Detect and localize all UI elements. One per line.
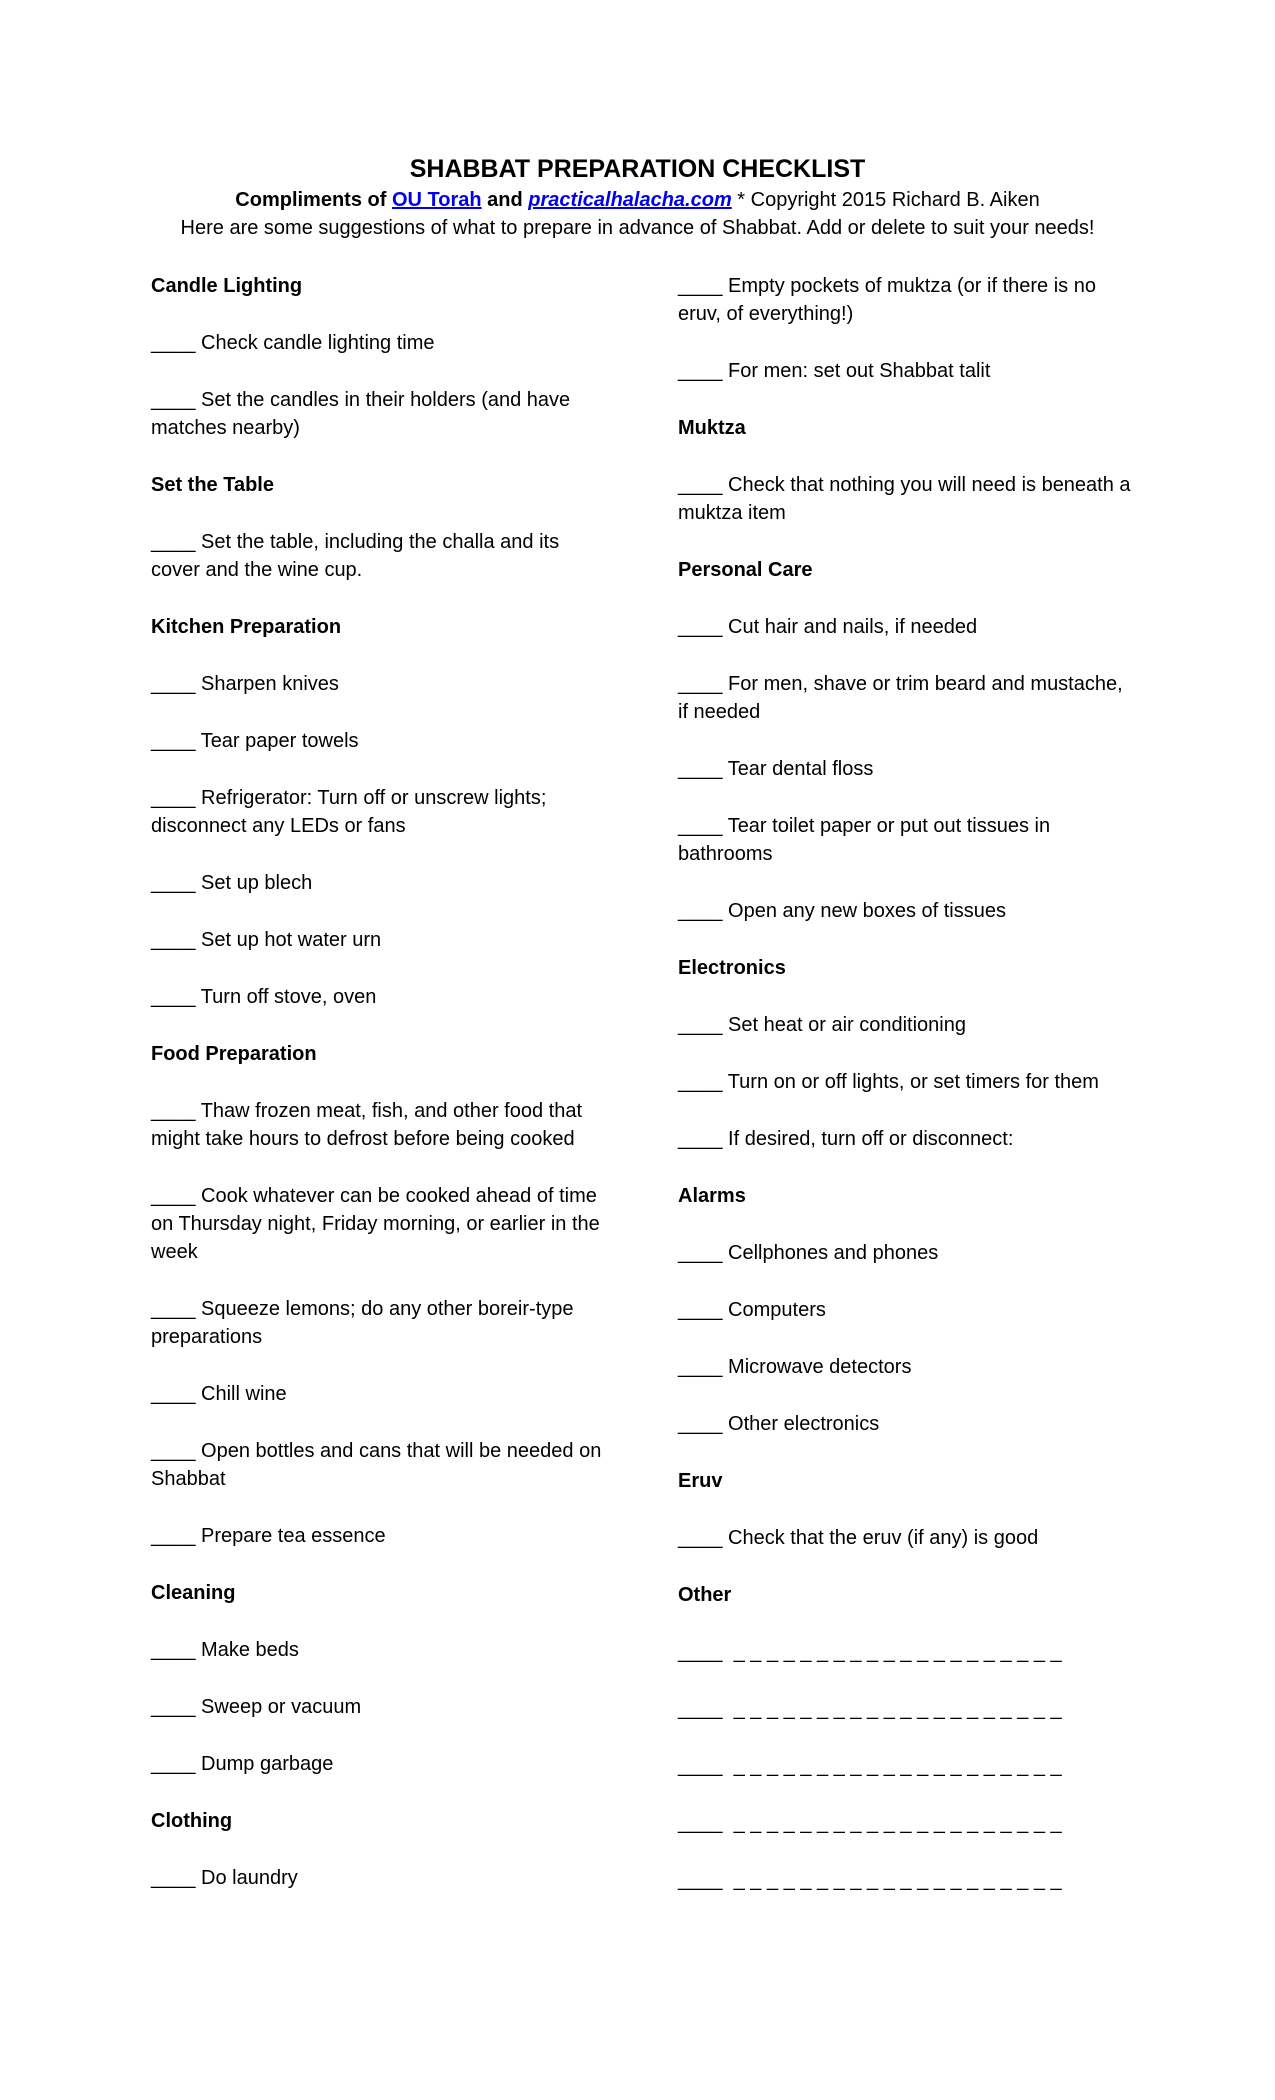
- checklist-item: ____ Dump garbage: [151, 1753, 334, 1775]
- copyright-text: * Copyright 2015 Richard B. Aiken: [737, 189, 1040, 211]
- checklist-item: ____ Prepare tea essence: [151, 1525, 386, 1547]
- blank-entry-line: ____ _ _ _ _ _ _ _ _ _ _ _ _ _ _ _ _ _ _ _ _: [678, 1641, 1062, 1663]
- checklist-item: ____ Set the table, including the challa and its cover and the wine cup.: [151, 531, 560, 581]
- checklist-item: ____ Other electronics: [678, 1413, 880, 1435]
- checklist-item: ____ Microwave detectors: [678, 1356, 912, 1378]
- checklist-item: ____ Sweep or vacuum: [151, 1696, 362, 1718]
- checklist-item: ____ For men: set out Shabbat talit: [678, 360, 991, 382]
- checklist-item: ____ Make beds: [151, 1639, 299, 1661]
- checklist-item: ____ Cut hair and nails, if needed: [678, 616, 978, 638]
- checklist-item: ____ For men, shave or trim beard and mustache, if needed: [678, 673, 1123, 723]
- section-heading-set-the-table: Set the Table: [151, 474, 274, 496]
- page-title: SHABBAT PREPARATION CHECKLIST: [409, 155, 866, 183]
- checklist-item: ____ Set up blech: [151, 872, 313, 894]
- blank-entry-line: ____ _ _ _ _ _ _ _ _ _ _ _ _ _ _ _ _ _ _ _ _: [678, 1698, 1062, 1720]
- and-text: and: [487, 189, 523, 211]
- checklist-item: ____ Refrigerator: Turn off or unscrew lights; disconnect any LEDs or fans: [151, 787, 547, 837]
- checklist-item: ____ Thaw frozen meat, fish, and other food that might take hours to defrost before being cooked: [151, 1100, 583, 1150]
- section-heading-candle-lighting: Candle Lighting: [151, 275, 303, 297]
- document-header: [0, 154, 1275, 242]
- checklist-item: ____ Empty pockets of muktza (or if there is no eruv, of everything!): [678, 275, 1096, 325]
- intro-text: Here are some suggestions of what to prepare in advance of Shabbat. Add or delete to suit your needs!: [180, 217, 1095, 239]
- checklist-item: ____ Computers: [678, 1299, 826, 1321]
- ou-torah-link[interactable]: OU Torah: [391, 189, 482, 211]
- checklist-item: ____ Chill wine: [151, 1383, 287, 1405]
- blank-entry-line: ____ _ _ _ _ _ _ _ _ _ _ _ _ _ _ _ _ _ _ _ _: [678, 1755, 1062, 1777]
- left-column: [151, 272, 611, 1921]
- checklist-item: ____ Check candle lighting time: [151, 332, 435, 354]
- section-heading-other: Other: [678, 1584, 732, 1606]
- checklist-item: ____ Tear dental floss: [678, 758, 874, 780]
- checklist-item: ____ Set heat or air conditioning: [678, 1014, 966, 1036]
- section-heading-clothing: Clothing: [151, 1810, 233, 1832]
- checklist-item: ____ Set the candles in their holders (and have matches nearby): [151, 389, 571, 439]
- checklist-item: ____ Cook whatever can be cooked ahead of time on Thursday night, Friday morning, or earlier in the week: [151, 1185, 600, 1263]
- checklist-item: ____ Open bottles and cans that will be needed on Shabbat: [151, 1440, 602, 1490]
- right-column: [678, 272, 1138, 1923]
- blank-entry-line: ____ _ _ _ _ _ _ _ _ _ _ _ _ _ _ _ _ _ _ _ _: [678, 1812, 1062, 1834]
- checklist-item: ____ Sharpen knives: [151, 673, 339, 695]
- checklist-item: ____ Open any new boxes of tissues: [678, 900, 1006, 922]
- checklist-item: ____ Squeeze lemons; do any other boreir-type preparations: [151, 1298, 574, 1348]
- checklist-item: ____ Set up hot water urn: [151, 929, 382, 951]
- compliments-line: [0, 186, 1275, 214]
- checklist-item: ____ Tear toilet paper or put out tissues in bathrooms: [678, 815, 1051, 865]
- checklist-item: ____ Turn on or off lights, or set timers for them: [678, 1071, 1099, 1093]
- checklist-item: ____ Do laundry: [151, 1867, 298, 1889]
- checklist-item: ____ Tear paper towels: [151, 730, 359, 752]
- section-heading-electronics: Electronics: [678, 957, 786, 979]
- blank-entry-line: ____ _ _ _ _ _ _ _ _ _ _ _ _ _ _ _ _ _ _ _ _: [678, 1869, 1062, 1891]
- section-heading-kitchen-preparation: Kitchen Preparation: [151, 616, 342, 638]
- section-heading-personal-care: Personal Care: [678, 559, 813, 581]
- section-heading-food-preparation: Food Preparation: [151, 1043, 317, 1065]
- practicalhalacha-link[interactable]: practicalhalacha.com: [528, 189, 732, 211]
- checklist-item: ____ Check that the eruv (if any) is good: [678, 1527, 1039, 1549]
- section-heading-cleaning: Cleaning: [151, 1582, 236, 1604]
- checklist-item: ____ Turn off stove, oven: [151, 986, 377, 1008]
- compliments-prefix: Compliments of: [235, 189, 387, 211]
- section-heading-alarms: Alarms: [678, 1185, 746, 1207]
- section-heading-eruv: Eruv: [678, 1470, 723, 1492]
- checklist-item: ____ Cellphones and phones: [678, 1242, 939, 1264]
- checklist-item: ____ If desired, turn off or disconnect:: [678, 1128, 1014, 1150]
- checklist-item: ____ Check that nothing you will need is beneath a muktza item: [678, 474, 1131, 524]
- section-heading-muktza: Muktza: [678, 417, 746, 439]
